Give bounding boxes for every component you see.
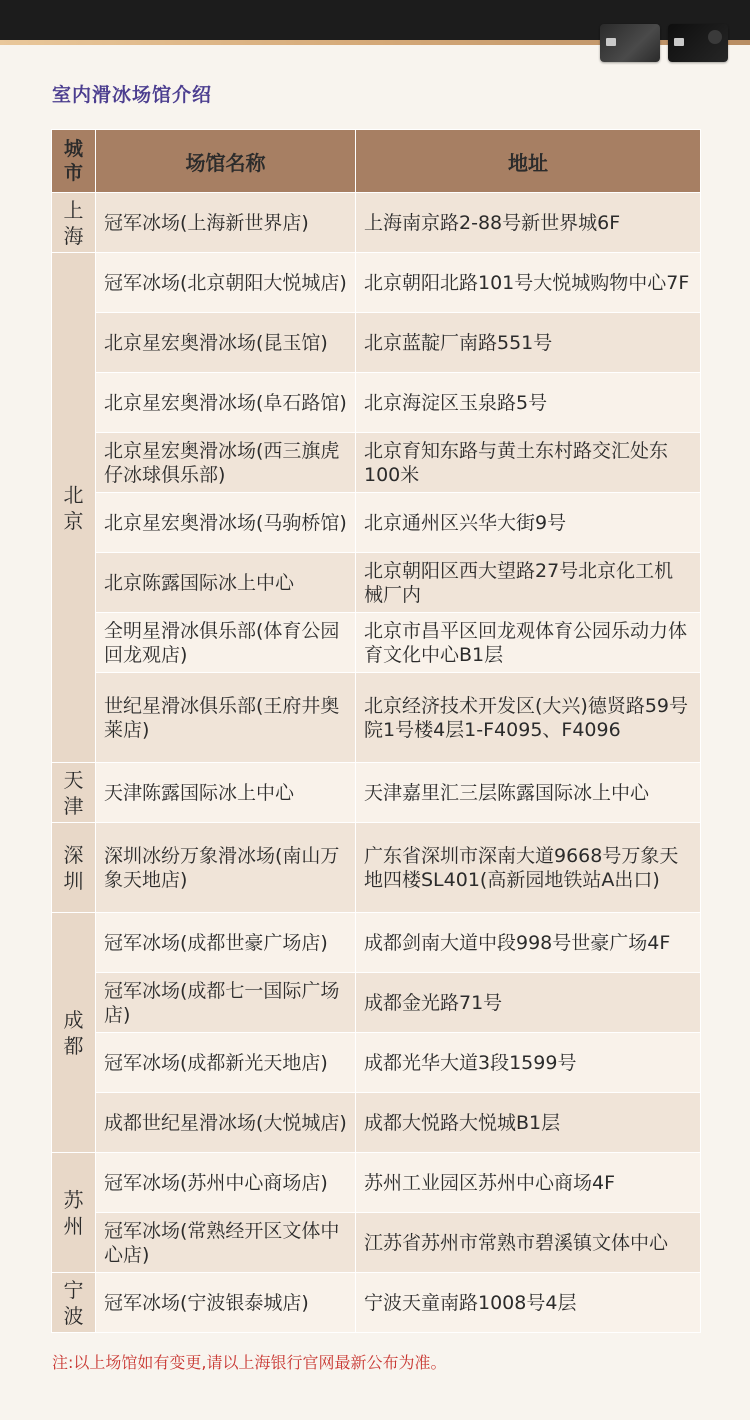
address-cell: 北京经济技术开发区(大兴)德贤路59号院1号楼4层1-F4095、F4096 [356,673,701,763]
card-images [600,24,728,62]
venue-cell: 冠军冰场(宁波银泰城店) [96,1273,356,1333]
address-cell: 北京朝阳北路101号大悦城购物中心7F [356,253,701,313]
table-row [52,493,701,553]
venue-cell: 深圳冰纷万象滑冰场(南山万象天地店) [96,823,356,913]
city-cell: 天津 [52,763,96,823]
table-row [52,193,701,253]
address-cell: 广东省深圳市深南大道9668号万象天地四楼SL401(高新园地铁站A出口) [356,823,701,913]
footnote: 注:以上场馆如有变更,请以上海银行官网最新公布为准。 [52,1353,447,1372]
table-row [52,973,701,1033]
section-title: 室内滑冰场馆介绍 [52,84,213,106]
address-cell: 苏州工业园区苏州中心商场4F [356,1153,701,1213]
table-row [52,1153,701,1213]
city-cell: 宁波 [52,1273,96,1333]
header-address: 地址 [356,130,701,193]
table-row [52,1033,701,1093]
address-cell: 北京市昌平区回龙观体育公园乐动力体育文化中心B1层 [356,613,701,673]
table-row [52,673,701,763]
venue-cell: 北京星宏奥滑冰场(阜石路馆) [96,373,356,433]
address-cell: 成都大悦路大悦城B1层 [356,1093,701,1153]
table-row [52,763,701,823]
venue-cell: 冠军冰场(成都世豪广场店) [96,913,356,973]
city-cell: 北京 [52,253,96,763]
table-row [52,553,701,613]
table-header-row [52,130,701,193]
table-row [52,433,701,493]
venue-cell: 北京星宏奥滑冰场(西三旗虎仔冰球俱乐部) [96,433,356,493]
address-cell: 北京通州区兴华大街9号 [356,493,701,553]
header-city: 城市 [52,130,96,193]
venue-cell: 北京星宏奥滑冰场(昆玉馆) [96,313,356,373]
table-body [52,193,701,1333]
address-cell: 成都光华大道3段1599号 [356,1033,701,1093]
venue-table [51,129,701,1333]
address-cell: 宁波天童南路1008号4层 [356,1273,701,1333]
table-row [52,1213,701,1273]
credit-card-image-2 [668,24,728,62]
credit-card-image-1 [600,24,660,62]
address-cell: 天津嘉里汇三层陈露国际冰上中心 [356,763,701,823]
address-cell: 北京朝阳区西大望路27号北京化工机械厂内 [356,553,701,613]
address-cell: 成都剑南大道中段998号世豪广场4F [356,913,701,973]
venue-cell: 北京陈露国际冰上中心 [96,553,356,613]
city-cell: 深圳 [52,823,96,913]
venue-cell: 冠军冰场(北京朝阳大悦城店) [96,253,356,313]
address-cell: 北京育知东路与黄土东村路交汇处东100米 [356,433,701,493]
table-row [52,823,701,913]
venue-cell: 冠军冰场(常熟经开区文体中心店) [96,1213,356,1273]
venue-cell: 冠军冰场(成都新光天地店) [96,1033,356,1093]
address-cell: 北京蓝靛厂南路551号 [356,313,701,373]
table-row [52,313,701,373]
table-row [52,913,701,973]
table-row [52,1093,701,1153]
venue-cell: 冠军冰场(成都七一国际广场店) [96,973,356,1033]
table-row [52,613,701,673]
venue-cell: 成都世纪星滑冰场(大悦城店) [96,1093,356,1153]
table-row [52,253,701,313]
city-cell: 成都 [52,913,96,1153]
venue-cell: 冠军冰场(苏州中心商场店) [96,1153,356,1213]
venue-cell: 全明星滑冰俱乐部(体育公园回龙观店) [96,613,356,673]
city-cell: 上海 [52,193,96,253]
venue-cell: 天津陈露国际冰上中心 [96,763,356,823]
address-cell: 北京海淀区玉泉路5号 [356,373,701,433]
venue-cell: 北京星宏奥滑冰场(马驹桥馆) [96,493,356,553]
table-row [52,1273,701,1333]
table-row [52,373,701,433]
header-venue: 场馆名称 [96,130,356,193]
address-cell: 成都金光路71号 [356,973,701,1033]
city-cell: 苏州 [52,1153,96,1273]
address-cell: 上海南京路2-88号新世界城6F [356,193,701,253]
venue-cell: 冠军冰场(上海新世界店) [96,193,356,253]
address-cell: 江苏省苏州市常熟市碧溪镇文体中心 [356,1213,701,1273]
venue-cell: 世纪星滑冰俱乐部(王府井奥莱店) [96,673,356,763]
